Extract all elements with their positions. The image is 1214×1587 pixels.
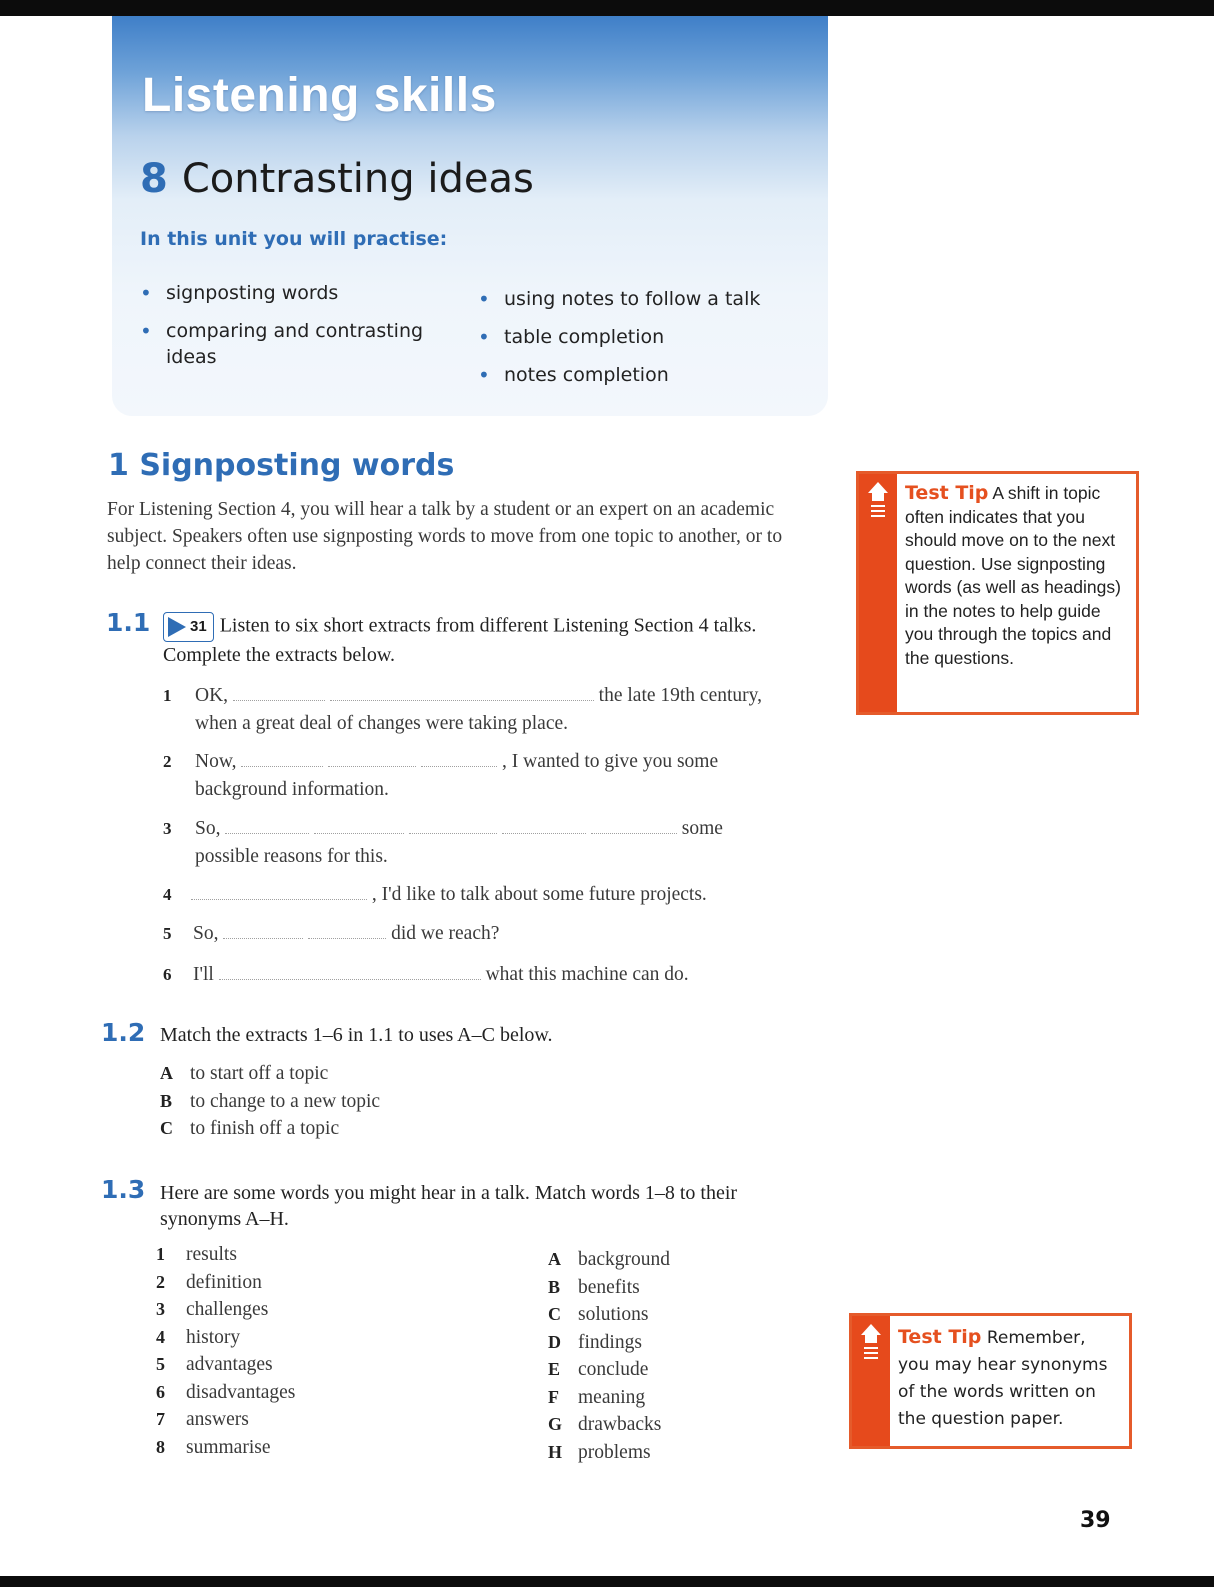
play-icon [168,617,186,637]
list-item: G drawbacks [548,1414,662,1435]
answer-blank[interactable] [409,815,497,834]
tip-body: Remember, you may hear synonyms of the words written on the question paper. [898,1328,1108,1429]
extract-text: the late 19th century, [598,685,763,706]
list-item: 1 results [156,1244,237,1265]
tip-text [905,482,1128,670]
top-edge-bar [0,0,1214,16]
tip-text [898,1324,1121,1433]
answer-blank[interactable] [502,815,586,834]
extract-text: did we reach? [391,923,500,944]
practise-label: In this unit you will practise: [140,228,448,250]
extract-item [163,748,823,804]
words-list [156,1241,295,1461]
answer-blank[interactable] [219,961,481,980]
synonyms-list [548,1246,670,1466]
unit-banner [112,16,828,416]
tip-label: Test Tip [905,482,989,504]
list-item: D findings [548,1331,642,1353]
answer-blank[interactable] [225,815,309,834]
list-item: 6 disadvantages [156,1381,296,1403]
extract-text: So, [195,818,221,839]
practise-list-right [478,286,808,400]
list-item: C solutions [548,1304,649,1325]
extract-text: what this machine can do. [485,964,689,985]
extract-item [163,682,823,738]
question-number: 1.3 [101,1175,146,1204]
extract-line2: background information. [195,779,389,800]
list-item: B benefits [548,1276,640,1298]
extract-text: some [681,818,723,839]
extract-text: , I wanted to give you some [502,751,719,772]
practise-item: • notes completion [478,362,808,388]
unit-title [140,156,534,202]
section-heading: 1 Signposting words [108,448,455,483]
answer-blank[interactable] [308,920,386,939]
question-number: 1.2 [101,1018,146,1047]
banner-title: Listening skills [142,69,497,122]
extract-item [163,881,823,909]
extract-item [163,920,823,948]
question-instruction [163,612,783,668]
list-item: E conclude [548,1359,649,1380]
audio-track-button[interactable] [163,612,214,642]
list-item: H problems [548,1441,651,1463]
list-item: F meaning [548,1386,646,1408]
answer-blank[interactable] [191,881,367,900]
extract-line2: possible reasons for this. [195,846,388,867]
list-item: A background [548,1249,671,1270]
practise-item: • using notes to follow a talk [478,286,808,312]
extract-text: OK, [195,685,229,706]
list-item: 7 answers [156,1409,249,1430]
up-arrow-icon [868,482,888,493]
practise-item: • comparing and contrasting ideas [140,318,440,370]
tip-body: A shift in topic often indicates that you should move on to the next question. Use signposting words (as well as headings) in the notes to help guide you through the topics and the questions. [905,483,1121,668]
question-instruction: Match the extracts 1–6 in 1.1 to uses A–C below. [160,1024,553,1046]
tip-bar [859,474,897,712]
unit-title-text: Contrasting ideas [181,156,534,202]
question-instruction: Here are some words you might hear in a talk. Match words 1–8 to their synonyms A–H. [160,1182,738,1230]
answer-blank[interactable] [421,748,497,767]
page-number: 39 [1080,1508,1111,1533]
extract-number: 6 [163,965,172,984]
bottom-edge-bar [0,1576,1214,1587]
answer-blank[interactable] [328,748,416,767]
answer-blank[interactable] [233,682,325,701]
section-intro: For Listening Section 4, you will hear a talk by a student or an expert on an academic subject. Speakers often use signposting words to move from one topic to another, or to help connect their ideas. [107,499,783,574]
answer-blank[interactable] [330,682,594,701]
tip-label: Test Tip [898,1326,982,1348]
extract-line2: when a great deal of changes were taking place. [195,713,569,734]
list-item: 2 definition [156,1271,262,1293]
extract-text: , I'd like to talk about some future projects. [371,884,707,905]
list-item: 4 history [156,1326,241,1348]
test-tip-box [849,1313,1132,1449]
practise-item: • table completion [478,324,808,350]
instruction-text: Listen to six short extracts from different Listening Section 4 talks. Complete the extracts below. [163,614,757,666]
extract-text: Now, [195,751,237,772]
up-arrow-icon [861,1324,881,1335]
tip-bar [852,1316,890,1446]
extract-number: 2 [163,752,172,771]
uses-list [160,1060,380,1143]
list-item: 8 summarise [156,1436,271,1458]
test-tip-box [856,471,1139,715]
extract-number: 5 [163,924,172,943]
answer-blank[interactable] [223,920,303,939]
practise-list-left [140,280,440,382]
list-item: A to start off a topic [160,1063,329,1084]
practise-item: • signposting words [140,280,440,306]
question-number: 1.1 [106,608,151,637]
extract-text: I'll [193,964,214,985]
extract-item [163,815,823,871]
extract-number: 3 [163,819,172,838]
list-item: 3 challenges [156,1299,269,1320]
answer-blank[interactable] [241,748,323,767]
list-item: C to finish off a topic [160,1118,340,1139]
answer-blank[interactable] [314,815,404,834]
unit-number: 8 [140,156,168,202]
answer-blank[interactable] [591,815,677,834]
track-number: 31 [190,618,207,635]
extract-text: So, [193,923,219,944]
extract-number: 4 [163,885,172,904]
extract-number: 1 [163,686,172,705]
list-item: 5 advantages [156,1354,273,1375]
extract-item [163,961,823,989]
list-item: B to change to a new topic [160,1090,381,1112]
